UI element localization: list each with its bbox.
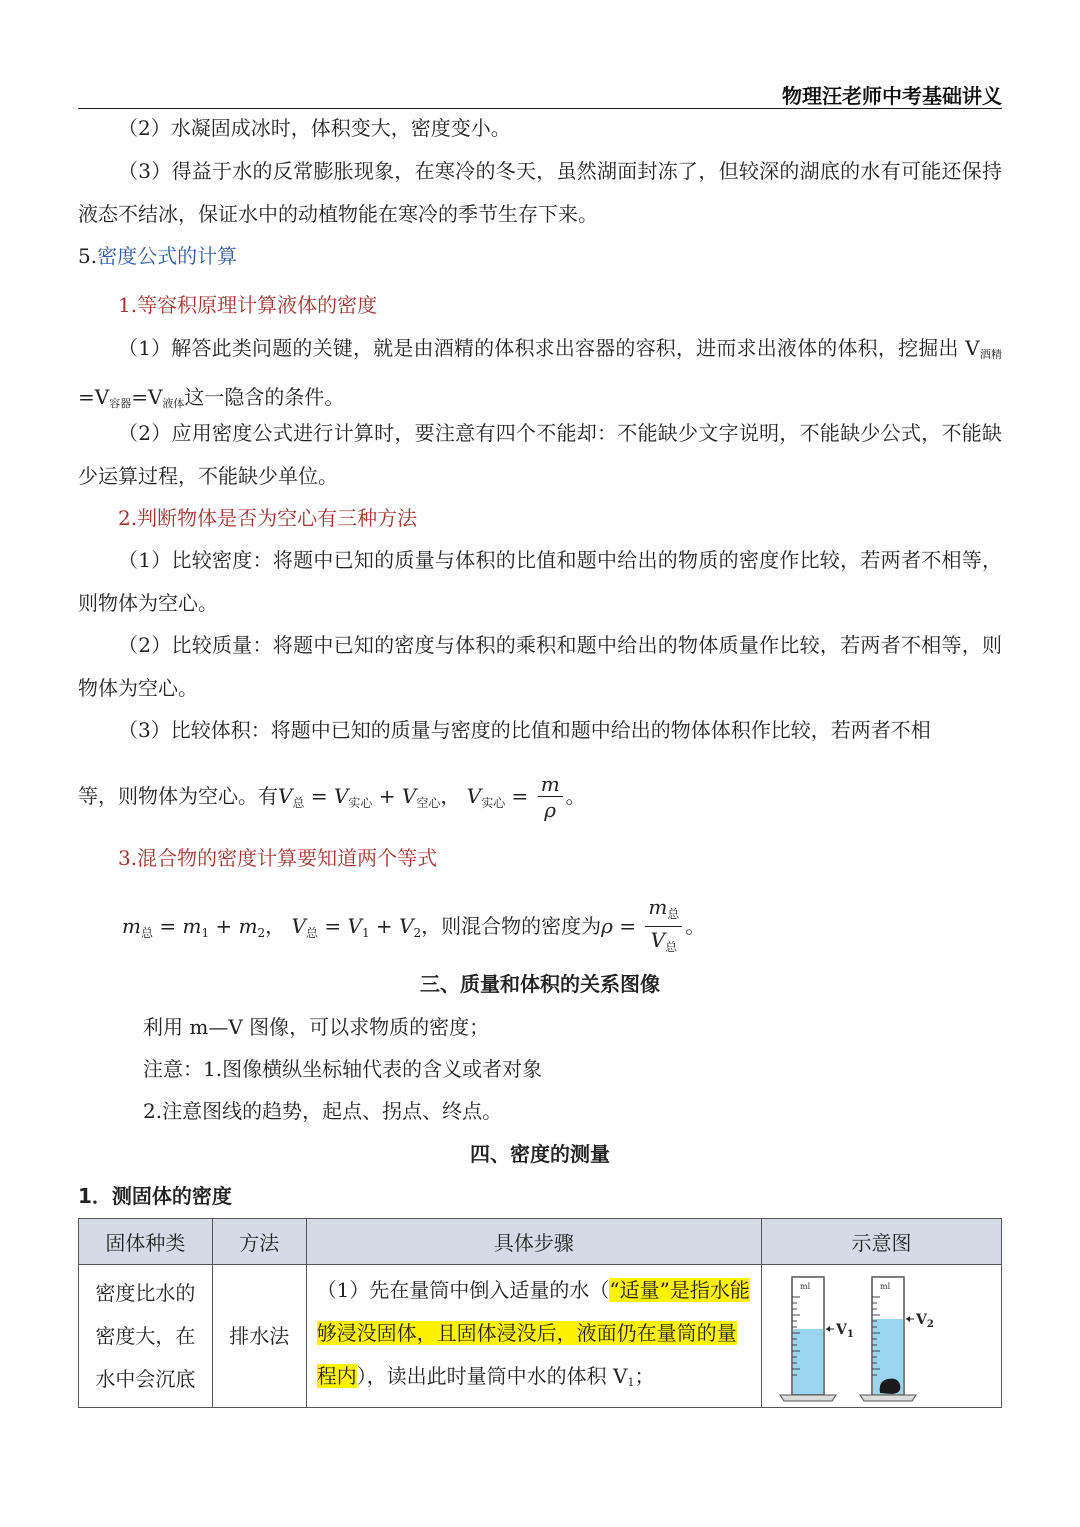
- var-rho: ρ: [601, 914, 613, 938]
- var-v: V: [466, 784, 482, 808]
- formula-mixture-density: $m_总 = m_1 + m_2$， $V_总 = V_1 + V_2$，则混合物的密度为ρ = $\frac{m_总}{V_总}$ 。: [122, 895, 1002, 960]
- cell-diagram: [761, 1265, 1001, 1408]
- equals-sign: =: [505, 784, 535, 808]
- numerator-m: m: [538, 772, 563, 797]
- subscript-alcohol: 酒精: [979, 348, 1003, 361]
- header-method: 方法: [212, 1219, 306, 1265]
- paragraph-note-1: 注意：1.图像横纵坐标轴代表的含义或者对象: [143, 1057, 543, 1081]
- paragraph-ice-density: （2）水凝固成冰时，体积变大，密度变小。: [118, 116, 511, 140]
- denominator-v: V: [650, 928, 666, 952]
- mixture-text: ，则混合物的密度为: [421, 914, 602, 938]
- sub-total: 总: [667, 907, 680, 921]
- var-m1: m: [182, 914, 202, 938]
- header-solid-kind: 固体种类: [79, 1219, 213, 1265]
- kind-line-1: 密度比水的: [95, 1280, 196, 1305]
- sub-2: 2: [257, 926, 266, 940]
- equals-sign: =: [304, 784, 334, 808]
- cylinder-2: [860, 1277, 934, 1401]
- paragraph-compare-mass: （2）比较质量：将题中已知的密度与体积的乘积和题中给出的物体质量作比较，若两者不相等，则物体为空心。: [78, 633, 1002, 700]
- equals-v-1: =V: [78, 385, 110, 409]
- solid-density-table: [78, 1218, 1002, 1408]
- subsection-2-title: 2.判断物体是否为空心有三种方法: [118, 506, 418, 530]
- var-m: m: [122, 914, 141, 938]
- heading-density-measurement: 四、密度的测量: [470, 1142, 610, 1166]
- step-highlight: “适量”是指水能够浸没固体，且固体浸没后，液面仍在量筒的量程内: [316, 1277, 750, 1388]
- var-v: V: [333, 784, 349, 808]
- cylinder-1: [780, 1277, 854, 1401]
- step-end: ；: [634, 1363, 655, 1388]
- fraction-m-over-v: [645, 895, 682, 960]
- sub-total: 总: [292, 796, 305, 810]
- var-v1: V: [347, 914, 362, 938]
- subsection-1-title: 1.等容积原理计算液体的密度: [118, 293, 378, 317]
- equals-v-2: =V: [131, 385, 163, 409]
- subscript-liquid: 液体: [162, 397, 185, 410]
- paragraph-anomalous-expansion: （3）得益于水的反常膨胀现象，在寒冷的冬天，虽然湖面封冻了，但较深的湖底的水有可能还保持液态不结冰，保证水中的动植物能在寒冷的季节生存下来。: [78, 159, 1002, 226]
- var-m2: m: [238, 914, 258, 938]
- denominator-rho: ρ: [544, 798, 557, 822]
- v2-label: V: [915, 1312, 927, 1328]
- sub-total: 总: [140, 926, 153, 940]
- step-suffix: ），读出此时量筒中水的体积 V: [356, 1363, 628, 1388]
- formula-hollow-volume: [78, 770, 1002, 829]
- section-5-heading: [78, 235, 1002, 278]
- period: 。: [685, 914, 706, 938]
- section-measure-solid: 1．测固体的密度: [78, 1184, 232, 1208]
- kind-line-2: 密度大，在: [95, 1323, 196, 1348]
- fraction-m-over-rho: [538, 772, 563, 823]
- var-v: V: [278, 784, 293, 808]
- numerator-m: m: [648, 895, 668, 919]
- table-header-row: [79, 1219, 1002, 1265]
- comma: ，: [440, 784, 461, 808]
- paragraph-note-2: 2.注意图线的趋势，起点、拐点、终点。: [143, 1099, 503, 1123]
- v1-label: V: [835, 1322, 847, 1338]
- sub-hollow: 空心: [416, 796, 441, 810]
- paragraph-compare-volume: （3）比较体积：将题中已知的质量与密度的比值和题中给出的物体体积作比较，若两者不相: [118, 718, 931, 742]
- sub-1: 1: [201, 926, 210, 940]
- header-diagram: 示意图: [761, 1219, 1001, 1265]
- paragraph-equal-volume-text: （1）解答此类问题的关键，就是由酒精的体积求出容器的容积，进而求出液体的体积，挖掘出 V: [118, 336, 980, 360]
- sub-total: 总: [665, 940, 678, 954]
- formula-hollow-volume-lead: 等，则物体为空心。有: [78, 784, 278, 808]
- period: 。: [565, 784, 586, 808]
- unit-label-2: ml: [879, 1282, 891, 1291]
- sub-2: 2: [413, 926, 422, 940]
- svg-text:V1: [835, 1322, 854, 1340]
- v1-sub: 1: [846, 1329, 854, 1340]
- document-header: 物理汪老师中考基础讲义: [782, 84, 1002, 108]
- step-subscript: 1: [627, 1375, 635, 1389]
- paragraph-compare-density: （1）比较密度：将题中已知的质量与体积的比值和题中给出的物质的密度作比较，若两者不相等，则物体为空心。: [78, 548, 1002, 615]
- v2-sub: 2: [926, 1319, 934, 1330]
- sub-solid: 实心: [481, 796, 506, 810]
- table-row: [79, 1265, 1002, 1408]
- sub-1: 1: [361, 926, 370, 940]
- kind-line-3: 水中会沉底: [95, 1366, 196, 1391]
- cell-method: 排水法: [212, 1265, 306, 1408]
- sub-solid: 实心: [348, 796, 373, 810]
- paragraph-four-musts: （2）应用密度公式进行计算时，要注意有四个不能却：不能缺少文字说明，不能缺少公式，不能缺少运算过程，不能缺少单位。: [78, 421, 1002, 488]
- step-prefix: （1）先在量筒中倒入适量的水（: [316, 1277, 610, 1302]
- var-v: V: [401, 784, 417, 808]
- subscript-container: 容器: [109, 397, 132, 410]
- section-5-title: 密度公式的计算: [97, 244, 238, 268]
- paragraph-equal-volume: [78, 327, 1002, 425]
- heading-mass-volume-graph: 三、质量和体积的关系图像: [420, 972, 660, 996]
- unit-label-1: ml: [799, 1282, 811, 1291]
- plus-sign: +: [372, 784, 402, 808]
- subsection-3-title: 3.混合物的密度计算要知道两个等式: [118, 846, 438, 870]
- paragraph-equal-volume-end: 这一隐含的条件。: [184, 385, 345, 409]
- header-steps: 具体步骤: [306, 1219, 761, 1265]
- cell-solid-kind: [79, 1265, 213, 1408]
- var-v: V: [291, 914, 306, 938]
- section-5-number: 5.: [78, 244, 98, 268]
- graduated-cylinder-diagram: [762, 1267, 1000, 1405]
- svg-text:V2: [915, 1312, 934, 1330]
- paragraph-mv-graph: 利用 m—V 图像，可以求物质的密度；: [143, 1015, 490, 1039]
- cell-steps: [306, 1265, 761, 1408]
- sub-total: 总: [305, 926, 318, 940]
- var-v2: V: [399, 914, 414, 938]
